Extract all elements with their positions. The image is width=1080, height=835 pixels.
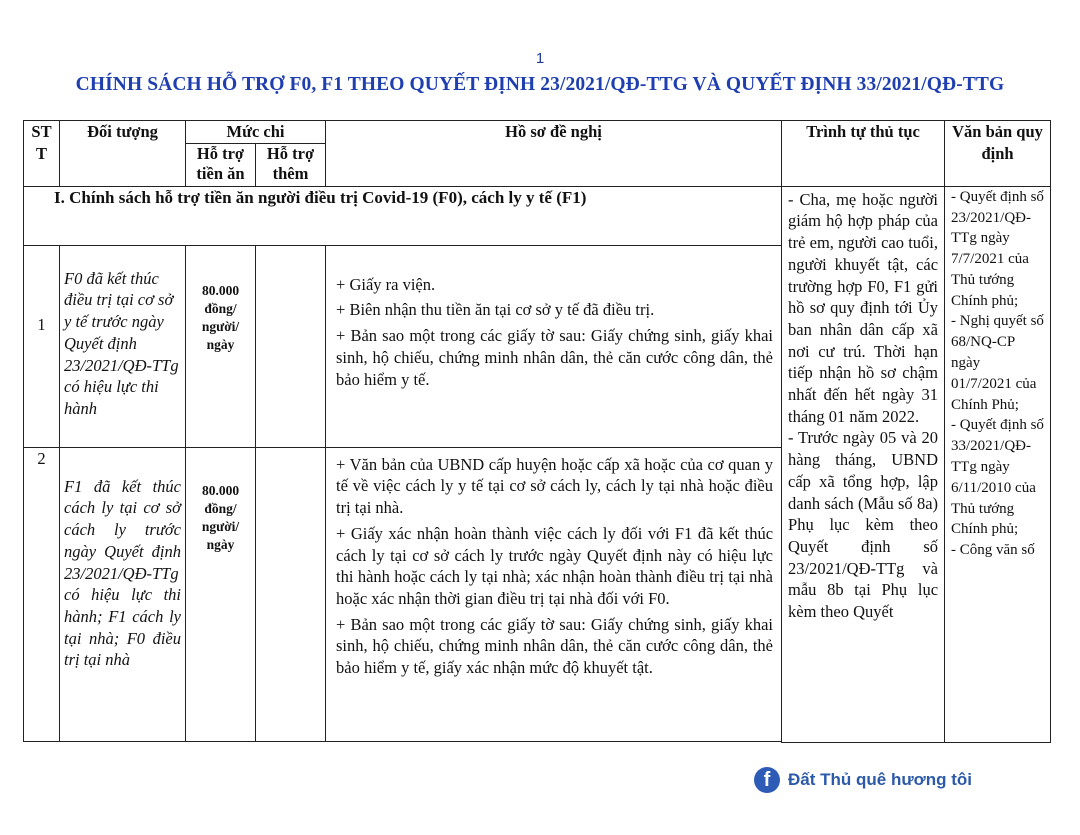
van-ban-item: - Nghị quyết số 68/NQ-CP ngày 01/7/2021 của Chính Phủ; bbox=[951, 313, 1044, 413]
row-2-stt: 2 bbox=[24, 447, 60, 741]
row-2-ho-so bbox=[326, 447, 782, 741]
van-ban-cell bbox=[945, 186, 1051, 742]
document-title: CHÍNH SÁCH HỖ TRỢ F0, F1 THEO QUYẾT ĐỊNH 23/2021/QĐ-TTG VÀ QUYẾT ĐỊNH 33/2021/QĐ-TTG bbox=[75, 74, 1005, 95]
row-2-doi-tuong: F1 đã kết thúc cách ly tại cơ sở cách ly trước ngày Quyết định 23/2021/QĐ-TTg có hiệu lực thi hành; F1 cách ly tại nhà; F0 điều trị tại nhà bbox=[60, 447, 186, 741]
ho-so-item: + Văn bản của UBND cấp huyện hoặc cấp xã hoặc của cơ quan y tế về việc cách ly y tế tại cơ sở cách ly, cách ly tại nhà hoặc điều trị tại nhà. bbox=[336, 454, 774, 518]
header-tien-an: Hỗ trợ tiền ăn bbox=[186, 143, 256, 186]
policy-table bbox=[23, 120, 1051, 743]
header-ho-tro-them: Hỗ trợ thêm bbox=[256, 143, 326, 186]
section-title: I. Chính sách hỗ trợ tiền ăn người điều trị Covid-19 (F0), cách ly y tế (F1) bbox=[24, 186, 782, 245]
header-muc-chi: Mức chi bbox=[186, 121, 326, 144]
ho-so-item: + Bản sao một trong các giấy tờ sau: Giấy chứng sinh, giấy khai sinh, hộ chiếu, chứng minh nhân dân, thẻ căn cước công dân, thẻ bảo hiểm y tế, giấy xác nhận mức độ khuyết tật. bbox=[336, 614, 774, 678]
row-1-doi-tuong: F0 đã kết thúc điều trị tại cơ sở y tế trước ngày Quyết định 23/2021/QĐ-TTg có hiệu lực thi hành bbox=[60, 245, 186, 447]
header-van-ban: Văn bản quy định bbox=[945, 121, 1051, 187]
row-1-tien-an: 80.000 đồng/ người/ ngày bbox=[186, 245, 256, 447]
header-ho-so: Hồ sơ đề nghị bbox=[326, 121, 782, 187]
ho-so-item: + Biên nhận thu tiền ăn tại cơ sở y tế đã điều trị. bbox=[336, 300, 655, 320]
ho-so-item: + Giấy xác nhận hoàn thành việc cách ly đối với F1 đã kết thúc cách ly tại cơ sở cách ly trước ngày Quyết định này có hiệu lực thi hành hoặc cách ly tại nhà; xác nhận hoàn thành điều trị tại nhà hoặc xác nhận thời gian điều trị tại nhà đối với F0. bbox=[336, 523, 774, 608]
watermark-text: Đất Thủ quê hương tôi bbox=[788, 770, 972, 789]
row-1-stt: 1 bbox=[24, 245, 60, 447]
ho-so-item: + Bản sao một trong các giấy tờ sau: Giấy chứng sinh, giấy khai sinh, hộ chiếu, chứng minh nhân dân, thẻ căn cước công dân, thẻ bảo hiểm y tế. bbox=[336, 326, 774, 389]
van-ban-item: - Công văn số bbox=[951, 542, 1035, 559]
row-1-ho-tro-them bbox=[256, 245, 326, 447]
header-stt: ST T bbox=[24, 121, 60, 187]
facebook-watermark bbox=[754, 765, 972, 795]
header-trinh-tu: Trình tự thủ tục bbox=[782, 121, 945, 187]
trinh-tu-paragraph: - Cha, mẹ hoặc người giám hộ hợp pháp của trẻ em, người cao tuổi, người khuyết tật, các trường hợp F0, F1 gửi hồ sơ quy định tới Ủy ban nhân dân cấp xã nơi cư trú. Thời hạn tiếp nhận hồ sơ chậm nhất đến hết ngày 31 tháng 01 năm 2022. bbox=[788, 189, 939, 426]
trinh-tu-paragraph: - Trước ngày 05 và 20 hàng tháng, UBND cấp xã tổng hợp, lập danh sách (Mẫu số 8a) Phụ lục kèm theo Quyết định số 23/2021/QĐ-TTg và mẫu 8b tại Phụ lục kèm theo Quyết bbox=[788, 428, 939, 622]
row-2-tien-an: 80.000 đồng/ người/ ngày bbox=[186, 447, 256, 741]
van-ban-item: - Quyết định số 23/2021/QĐ-TTg ngày 7/7/2021 của Thủ tướng Chính phủ; bbox=[951, 188, 1044, 309]
trinh-tu-cell bbox=[782, 186, 945, 742]
header-doi-tuong: Đối tượng bbox=[60, 121, 186, 187]
facebook-icon: f bbox=[754, 767, 780, 793]
row-1-ho-so bbox=[326, 245, 782, 447]
page-number: 1 bbox=[535, 50, 545, 67]
van-ban-item: - Quyết định số 33/2021/QĐ-TTg ngày 6/11/2010 của Thủ tướng Chính phủ; bbox=[951, 417, 1044, 538]
ho-so-item: + Giấy ra viện. bbox=[336, 274, 436, 294]
row-2-ho-tro-them bbox=[256, 447, 326, 741]
